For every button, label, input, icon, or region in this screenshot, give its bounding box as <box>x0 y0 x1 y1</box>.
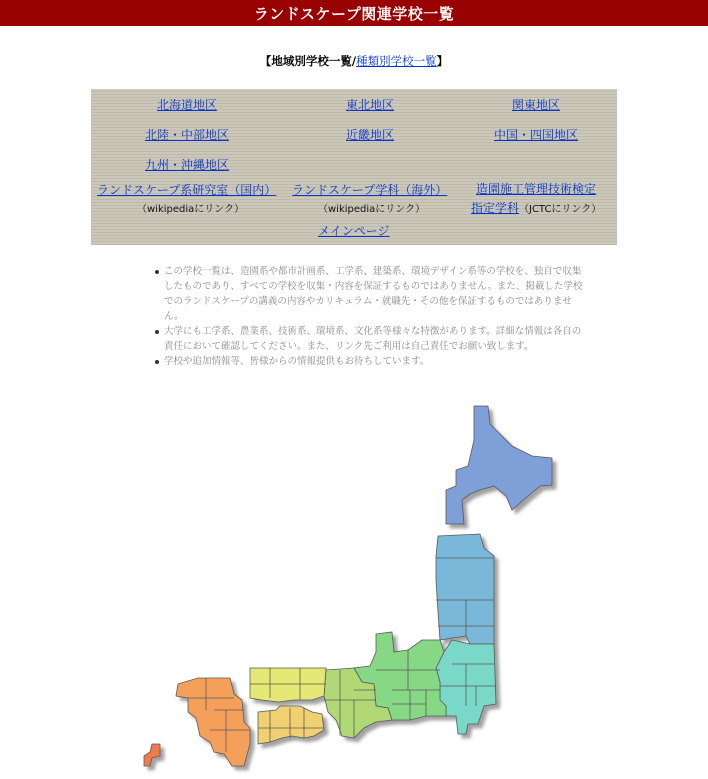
nav-link-jctc-line2[interactable]: 指定学科 <box>471 201 520 215</box>
nav-link-hokkaido[interactable]: 北海道地区 <box>157 98 218 112</box>
map-region-hokkaido[interactable] <box>446 406 552 524</box>
nav-link-kyushu-okinawa[interactable]: 九州・沖縄地区 <box>145 158 230 172</box>
note-item: この学校一覧は、造園系や都市計画系、工学系、建築系、環境デザイン系等の学校を、独自で収集したものであり、すべての学校を収集・内容を保証するものではありません。また、掲載した学校でのランドスケープの講義の内容やカリキュラム・就職先・その他を保証するものではありません。 <box>164 264 590 324</box>
jctc-note: （JCTCにリンク） <box>519 204 602 215</box>
nav-link-kanto[interactable]: 関東地区 <box>512 98 561 112</box>
overseas-note: （wikipediaにリンク） <box>318 204 426 215</box>
note-item: 学校や追加情報等、皆様からの情報提供もお待ちしています。 <box>164 354 590 369</box>
nav-link-hokuriku-chubu[interactable]: 北陸・中部地区 <box>145 128 230 142</box>
current-list-label: 地域別学校一覧 <box>271 54 352 68</box>
map-region-kyushu[interactable] <box>176 678 250 766</box>
separator: / <box>351 54 357 68</box>
nav-link-chugoku-shikoku[interactable]: 中国・四国地区 <box>494 128 579 142</box>
map-region-shikoku[interactable] <box>258 706 324 744</box>
map-region-chugoku[interactable] <box>250 668 326 702</box>
map-region-okinawa[interactable] <box>144 744 160 766</box>
nav-link-lab[interactable]: ランドスケープ系研究室（国内） <box>97 183 277 197</box>
map-region-tohoku[interactable] <box>436 534 494 644</box>
page-title: ランドスケープ関連学校一覧 <box>253 4 455 23</box>
nav-link-kinki[interactable]: 近畿地区 <box>346 128 395 142</box>
nav-link-tohoku[interactable]: 東北地区 <box>346 98 395 112</box>
nav-link-jctc[interactable]: 造園施工管理技術検定 <box>476 182 597 196</box>
type-list-link[interactable]: 種類別学校一覧 <box>356 54 437 68</box>
lab-note: （wikipediaにリンク） <box>137 204 245 215</box>
bracket-close: 】 <box>436 54 449 68</box>
note-item: 大学にも工学系、農業系、技術系、環境系、文化系等様々な特徴があります。詳細な情報は各自の責任において確認してください。また、リンク先ご利用は自己責任でお願い致します。 <box>164 324 590 354</box>
nav-link-main-page[interactable]: メインページ <box>318 224 390 238</box>
nav-link-overseas[interactable]: ランドスケープ学科（海外） <box>292 183 448 197</box>
bracket-open: 【 <box>259 54 272 68</box>
